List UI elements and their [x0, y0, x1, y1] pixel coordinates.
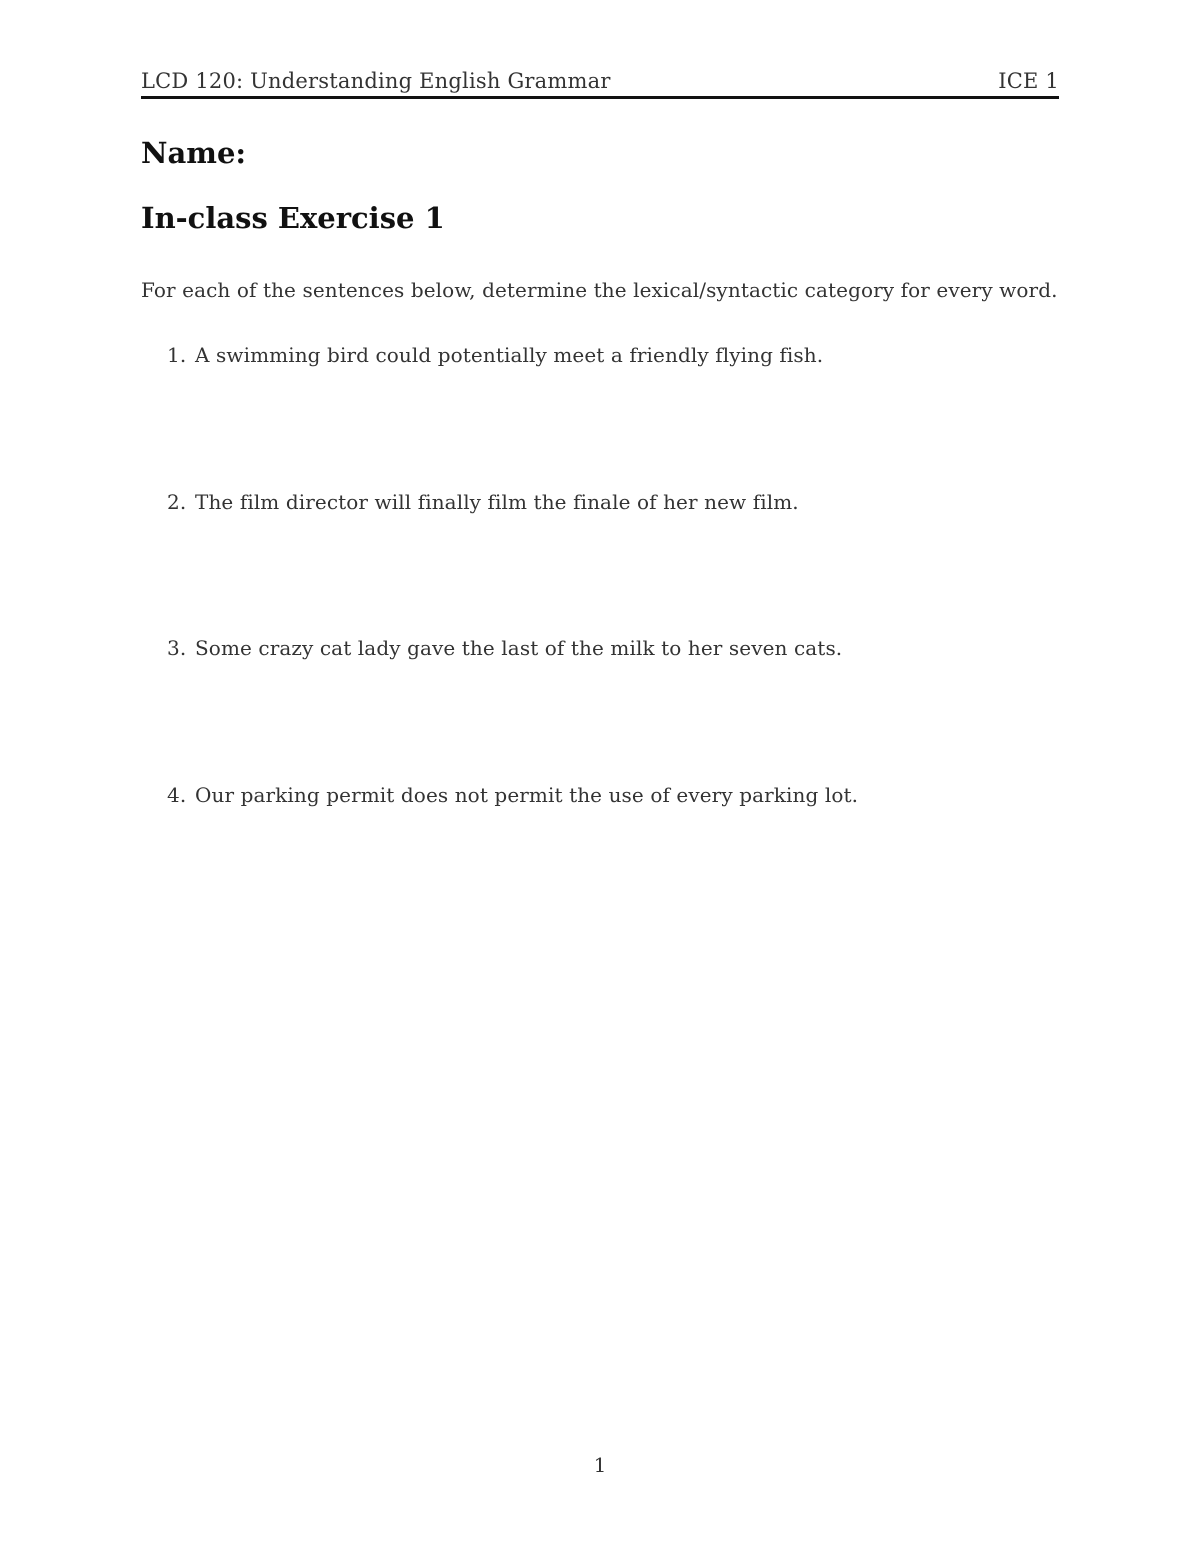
question-text: A swimming bird could potentially meet a friendly flying fish.: [195, 343, 824, 367]
name-label: Name:: [141, 136, 247, 170]
page-number: 1: [593, 1453, 607, 1477]
question-number: 3.: [167, 636, 187, 660]
question-number: 2.: [167, 490, 187, 514]
question-item: [167, 342, 823, 368]
question-item: [167, 489, 799, 515]
question-number: 1.: [167, 343, 187, 367]
course-title: LCD 120: Understanding English Grammar: [141, 69, 611, 93]
question-item: [167, 782, 858, 808]
question-item: [167, 635, 842, 661]
question-number: 4.: [167, 783, 187, 807]
exercise-code: ICE 1: [998, 69, 1059, 93]
question-text: Our parking permit does not permit the use of every parking lot.: [195, 783, 859, 807]
question-text: The film director will finally film the finale of her new film.: [195, 490, 799, 514]
instructions-text: For each of the sentences below, determine the lexical/syntactic category for every word.: [141, 278, 1058, 302]
question-text: Some crazy cat lady gave the last of the milk to her seven cats.: [195, 636, 843, 660]
page-title: In-class Exercise 1: [141, 201, 445, 235]
running-header: [141, 66, 1059, 99]
